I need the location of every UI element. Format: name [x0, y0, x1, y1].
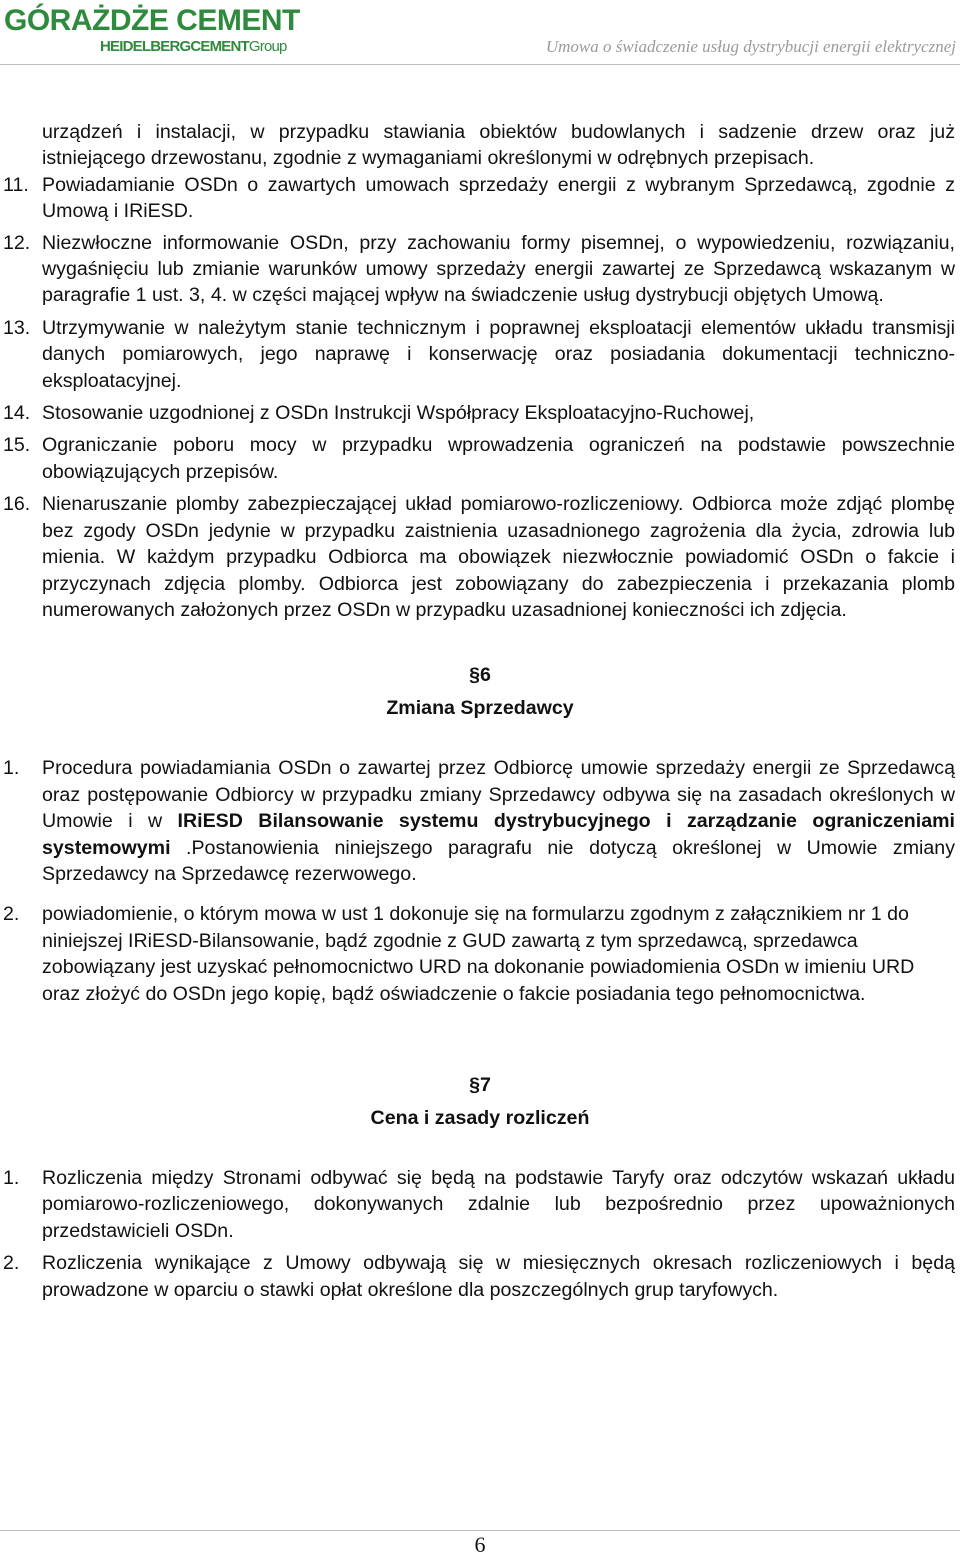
page-number: 6	[474, 1532, 486, 1557]
continuation-paragraph	[42, 119, 955, 172]
logo-sub-light: Group	[248, 38, 287, 55]
logo-sub-bold: HEIDELBERGCEMENT	[100, 38, 249, 55]
item-text: Stosowanie uzgodnionej z OSDn Instrukcji Współpracy Eksploatacyjno-Ruchowej,	[42, 402, 755, 425]
list-item-12	[3, 230, 955, 309]
company-logo	[4, 4, 300, 58]
item-text: powiadomienie, o którym mowa w ust 1 dokonuje się na formularzu zgodnym z załącznikiem nr 1 do niniejszej IRiESD-Bilansowanie, bądź zgodnie z GUD zawartą z tym sprzedawcą, sprzedawca zobowiązany jest uzyskać pełnomocnictwo URD na dokonanie powiadomienia OSDn w imieniu URD oraz złożyć do OSDn jego kopię, bądź oświadczenie o fakcie posiadania tego pełnomocnictwa.	[42, 903, 915, 1005]
section-6-item-2	[3, 901, 955, 1007]
list-item-13	[3, 315, 955, 394]
item-number: 1.	[3, 1166, 20, 1189]
item-number: 11.	[3, 173, 29, 196]
logo-main-text: GÓRAŻDŻE CEMENT	[4, 4, 300, 37]
item-text: Niezwłoczne informowanie OSDn, przy zachowaniu formy pisemnej, o wypowiedzeniu, rozwiązaniu, wygaśnięciu lub zmianie warunków umowy sprzedaży energii zawartej ze Sprzedawcą wskazanym w paragrafie 1 ust. 3, 4. w części mającej wpływ na świadczenie usług dystrybucji objętych Umową.	[42, 231, 955, 307]
document-body	[0, 119, 960, 1303]
item-number: 14.	[3, 402, 31, 425]
continuation-text: urządzeń i instalacji, w przypadku stawiania obiektów budowlanych i sadzenie drzew oraz już istniejącego drzewostanu, zgodnie z wymaganiami określonymi w odrębnych przepisach.	[42, 121, 955, 170]
item-text: Rozliczenia wynikające z Umowy odbywają się w miesięcznych okresach rozliczeniowych i będą prowadzone w oparciu o stawki opłat określone dla poszczególnych grup taryfowych.	[42, 1252, 955, 1301]
document-title: Umowa o świadczenie usług dystrybucji energii elektrycznej	[545, 37, 956, 56]
item-number: 2.	[3, 1252, 20, 1275]
page-header	[0, 0, 960, 68]
section-7-item-1	[3, 1165, 955, 1244]
list-item-11	[3, 172, 955, 225]
section-6-title: Zmiana Sprzedawcy	[386, 697, 574, 720]
item-number: 1.	[3, 757, 20, 780]
item-text: Rozliczenia między Stronami odbywać się będą na podstawie Taryfy oraz odczytów wskazań układu pomiarowo-rozliczeniowego, dokonywanych zdalnie lub bezpośrednio przez upoważnionych przedstawicieli OSDn.	[42, 1166, 955, 1242]
item-number: 16.	[3, 493, 31, 516]
item-text: Nienaruszanie plomby zabezpieczającej układ pomiarowo-rozliczeniowy. Odbiorca może zdjąć plombę bez zgody OSDn jedynie w przypadku zaistnienia uzasadnionego zagrożenia dla życia, zdrowia lub mienia. W każdym przypadku Odbiorca ma obowiązek niezwłocznie powiadomić OSDn o fakcie i przyczynach zdjęcia plomby. Odbiorca jest zobowiązany do zabezpieczenia i przekazania plomb numerowanych założonych przez OSDn w przypadku uzasadnionej konieczności ich zdjęcia.	[42, 493, 955, 621]
list-item-16	[3, 491, 955, 623]
section-7-item-2	[3, 1250, 955, 1303]
header-divider	[0, 64, 960, 65]
item-text: Utrzymywanie w należytym stanie technicznym i poprawnej eksploatacji elementów układu transmisji danych pomiarowych, jego naprawę i konserwację oraz posiadania dokumentacji techniczno-eksploatacyjnej.	[42, 316, 955, 392]
section-6-item-1	[3, 755, 955, 887]
item-number: 12.	[3, 231, 31, 254]
item-text: Procedura powiadamiania OSDn o zawartej przez Odbiorcę umowie sprzedaży energii ze Sprzedawcą oraz postępowanie Odbiorcy w przypadku zmiany Sprzedawcy odbywa się na zasadach określonych w Umowie i w	[42, 757, 955, 833]
section-7-title: Cena i zasady rozliczeń	[370, 1106, 590, 1129]
item-number: 15.	[3, 434, 31, 457]
item-text: Ograniczanie poboru mocy w przypadku wprowadzenia ograniczeń na podstawie powszechnie obowiązujących przepisów.	[42, 434, 955, 483]
section-7-number: §7	[469, 1073, 491, 1096]
item-text: Powiadamianie OSDn o zawartych umowach sprzedaży energii z wybranym Sprzedawcą, zgodnie z Umową i IRiESD.	[42, 173, 955, 223]
footer-divider	[0, 1530, 960, 1531]
section-6-number: §6	[469, 664, 491, 687]
item-number: 2.	[3, 903, 20, 926]
logo-sub-text	[100, 38, 287, 56]
item-number: 13.	[3, 316, 31, 339]
list-item-15	[3, 432, 955, 485]
item-text-end: .Postanowienia niniejszego paragrafu nie dotyczą określonej w Umowie zmiany Sprzedawcy na Sprzedawcę rezerwowego.	[42, 836, 955, 885]
list-item-14	[3, 400, 955, 426]
item-text-bold: IRiESD Bilansowanie systemu dystrybucyjnego i zarządzanie ograniczeniami systemowymi	[42, 810, 955, 859]
